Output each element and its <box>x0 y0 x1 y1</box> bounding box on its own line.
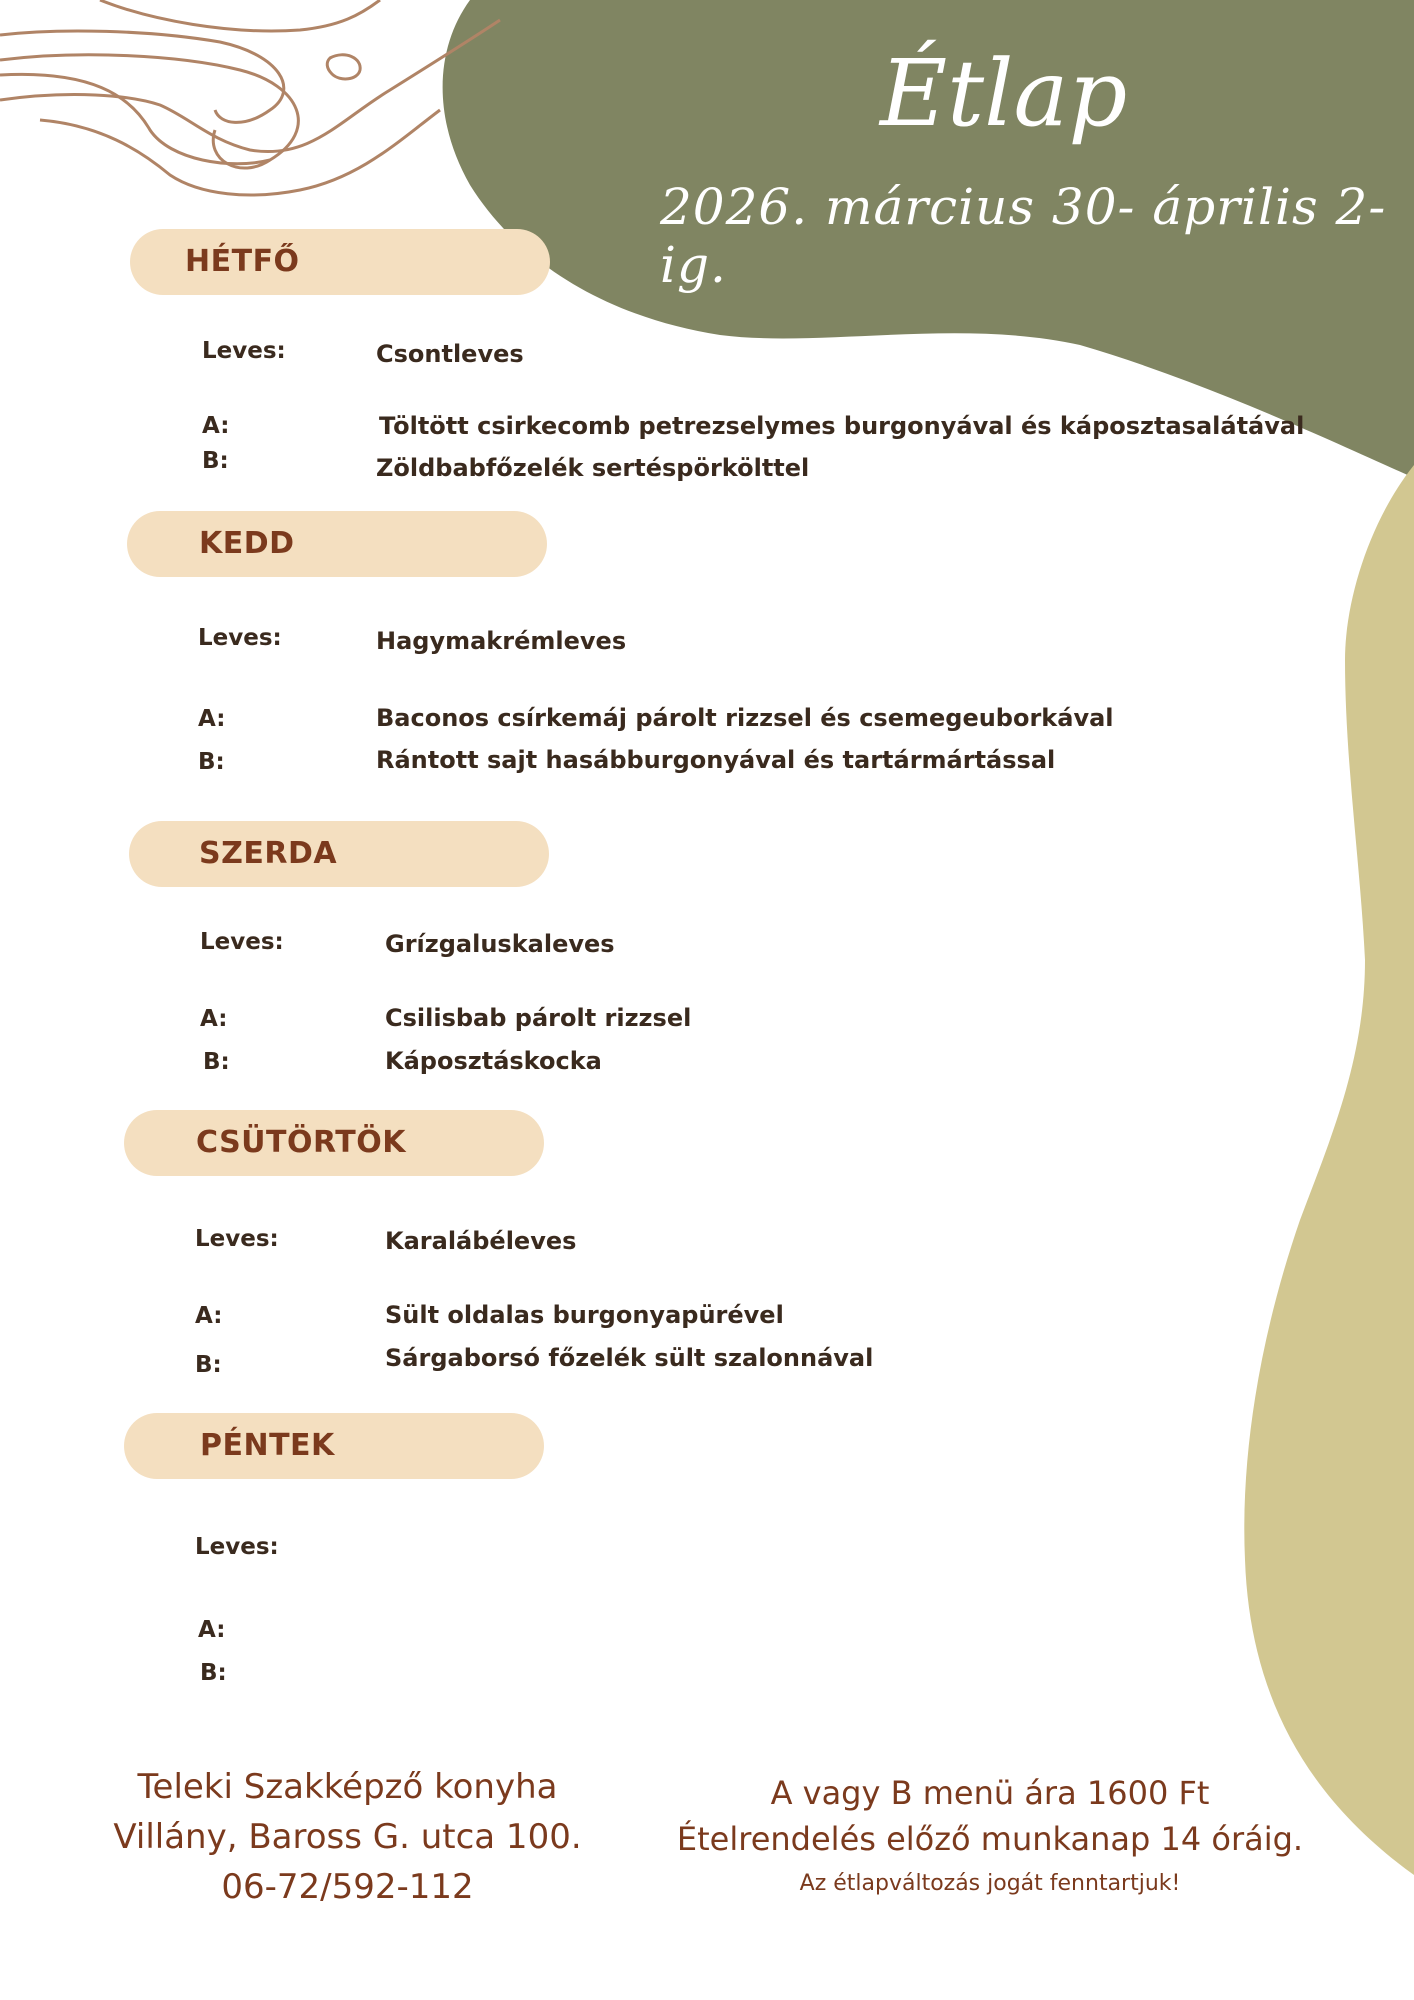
day-pill-tuesday <box>127 511 547 577</box>
soup-label: Leves: <box>200 929 284 955</box>
menu-a-dish: Csilisbab párolt rizzsel <box>385 1004 692 1032</box>
khaki-blob-shape <box>1244 465 1414 1875</box>
order-info <box>640 1770 1340 1906</box>
menu-b-label: B: <box>198 749 225 775</box>
kitchen-phone: 06-72/592-112 <box>221 1867 474 1907</box>
contour-lines <box>0 0 500 195</box>
menu-b-label: B: <box>195 1352 222 1378</box>
day-name: PÉNTEK <box>200 1428 335 1463</box>
day-name: HÉTFŐ <box>185 244 300 279</box>
menu-b-dish: Káposztáskocka <box>385 1047 602 1075</box>
soup-dish: Karalábéleves <box>385 1227 577 1255</box>
menu-b-dish: Sárgaborsó főzelék sült szalonnával <box>385 1344 874 1372</box>
day-pill-friday <box>124 1413 544 1479</box>
menu-a-label: A: <box>202 413 230 439</box>
soup-dish: Csontleves <box>376 340 524 368</box>
soup-dish: Grízgaluskaleves <box>385 930 615 958</box>
menu-a-dish: Sült oldalas burgonyapürével <box>385 1301 784 1329</box>
day-pill-monday <box>130 229 550 295</box>
menu-a-label: A: <box>198 706 226 732</box>
day-name: SZERDA <box>199 836 338 871</box>
soup-label: Leves: <box>195 1226 279 1252</box>
menu-b-dish: Zöldbabfőzelék sertéspörkölttel <box>376 454 810 482</box>
menu-b-label: B: <box>203 1049 230 1075</box>
order-deadline: Ételrendelés előző munkanap 14 óráig. <box>676 1820 1304 1858</box>
kitchen-contact <box>80 1762 615 1912</box>
kitchen-name: Teleki Szakképző konyha <box>137 1767 558 1807</box>
menu-title: Étlap <box>880 40 1128 147</box>
menu-b-dish: Rántott sajt hasábburgonyával és tartármártással <box>376 746 1056 774</box>
date-range: 2026. március 30- április 2-ig. <box>660 178 1387 294</box>
disclaimer: Az étlapváltozás jogát fenntartjuk! <box>799 1871 1181 1896</box>
day-name: KEDD <box>199 526 295 561</box>
day-pill-thursday <box>124 1110 544 1176</box>
menu-a-label: A: <box>198 1617 226 1643</box>
kitchen-address: Villány, Baross G. utca 100. <box>113 1817 582 1857</box>
menu-a-label: A: <box>195 1303 223 1329</box>
soup-label: Leves: <box>195 1534 279 1560</box>
day-pill-wednesday <box>129 821 549 887</box>
menu-b-label: B: <box>200 1660 227 1686</box>
menu-a-dish: Töltött csirkecomb petrezselymes burgonyával és káposztasalátával <box>379 412 1305 440</box>
soup-label: Leves: <box>202 338 286 364</box>
menu-b-label: B: <box>202 448 229 474</box>
menu-a-dish: Baconos csírkemáj párolt rizzsel és csemegeuborkával <box>376 704 1114 732</box>
price-info: A vagy B menü ára 1600 Ft <box>770 1774 1210 1812</box>
soup-label: Leves: <box>198 625 282 651</box>
menu-a-label: A: <box>200 1006 228 1032</box>
soup-dish: Hagymakrémleves <box>376 627 627 655</box>
day-name: CSÜTÖRTÖK <box>196 1125 406 1160</box>
